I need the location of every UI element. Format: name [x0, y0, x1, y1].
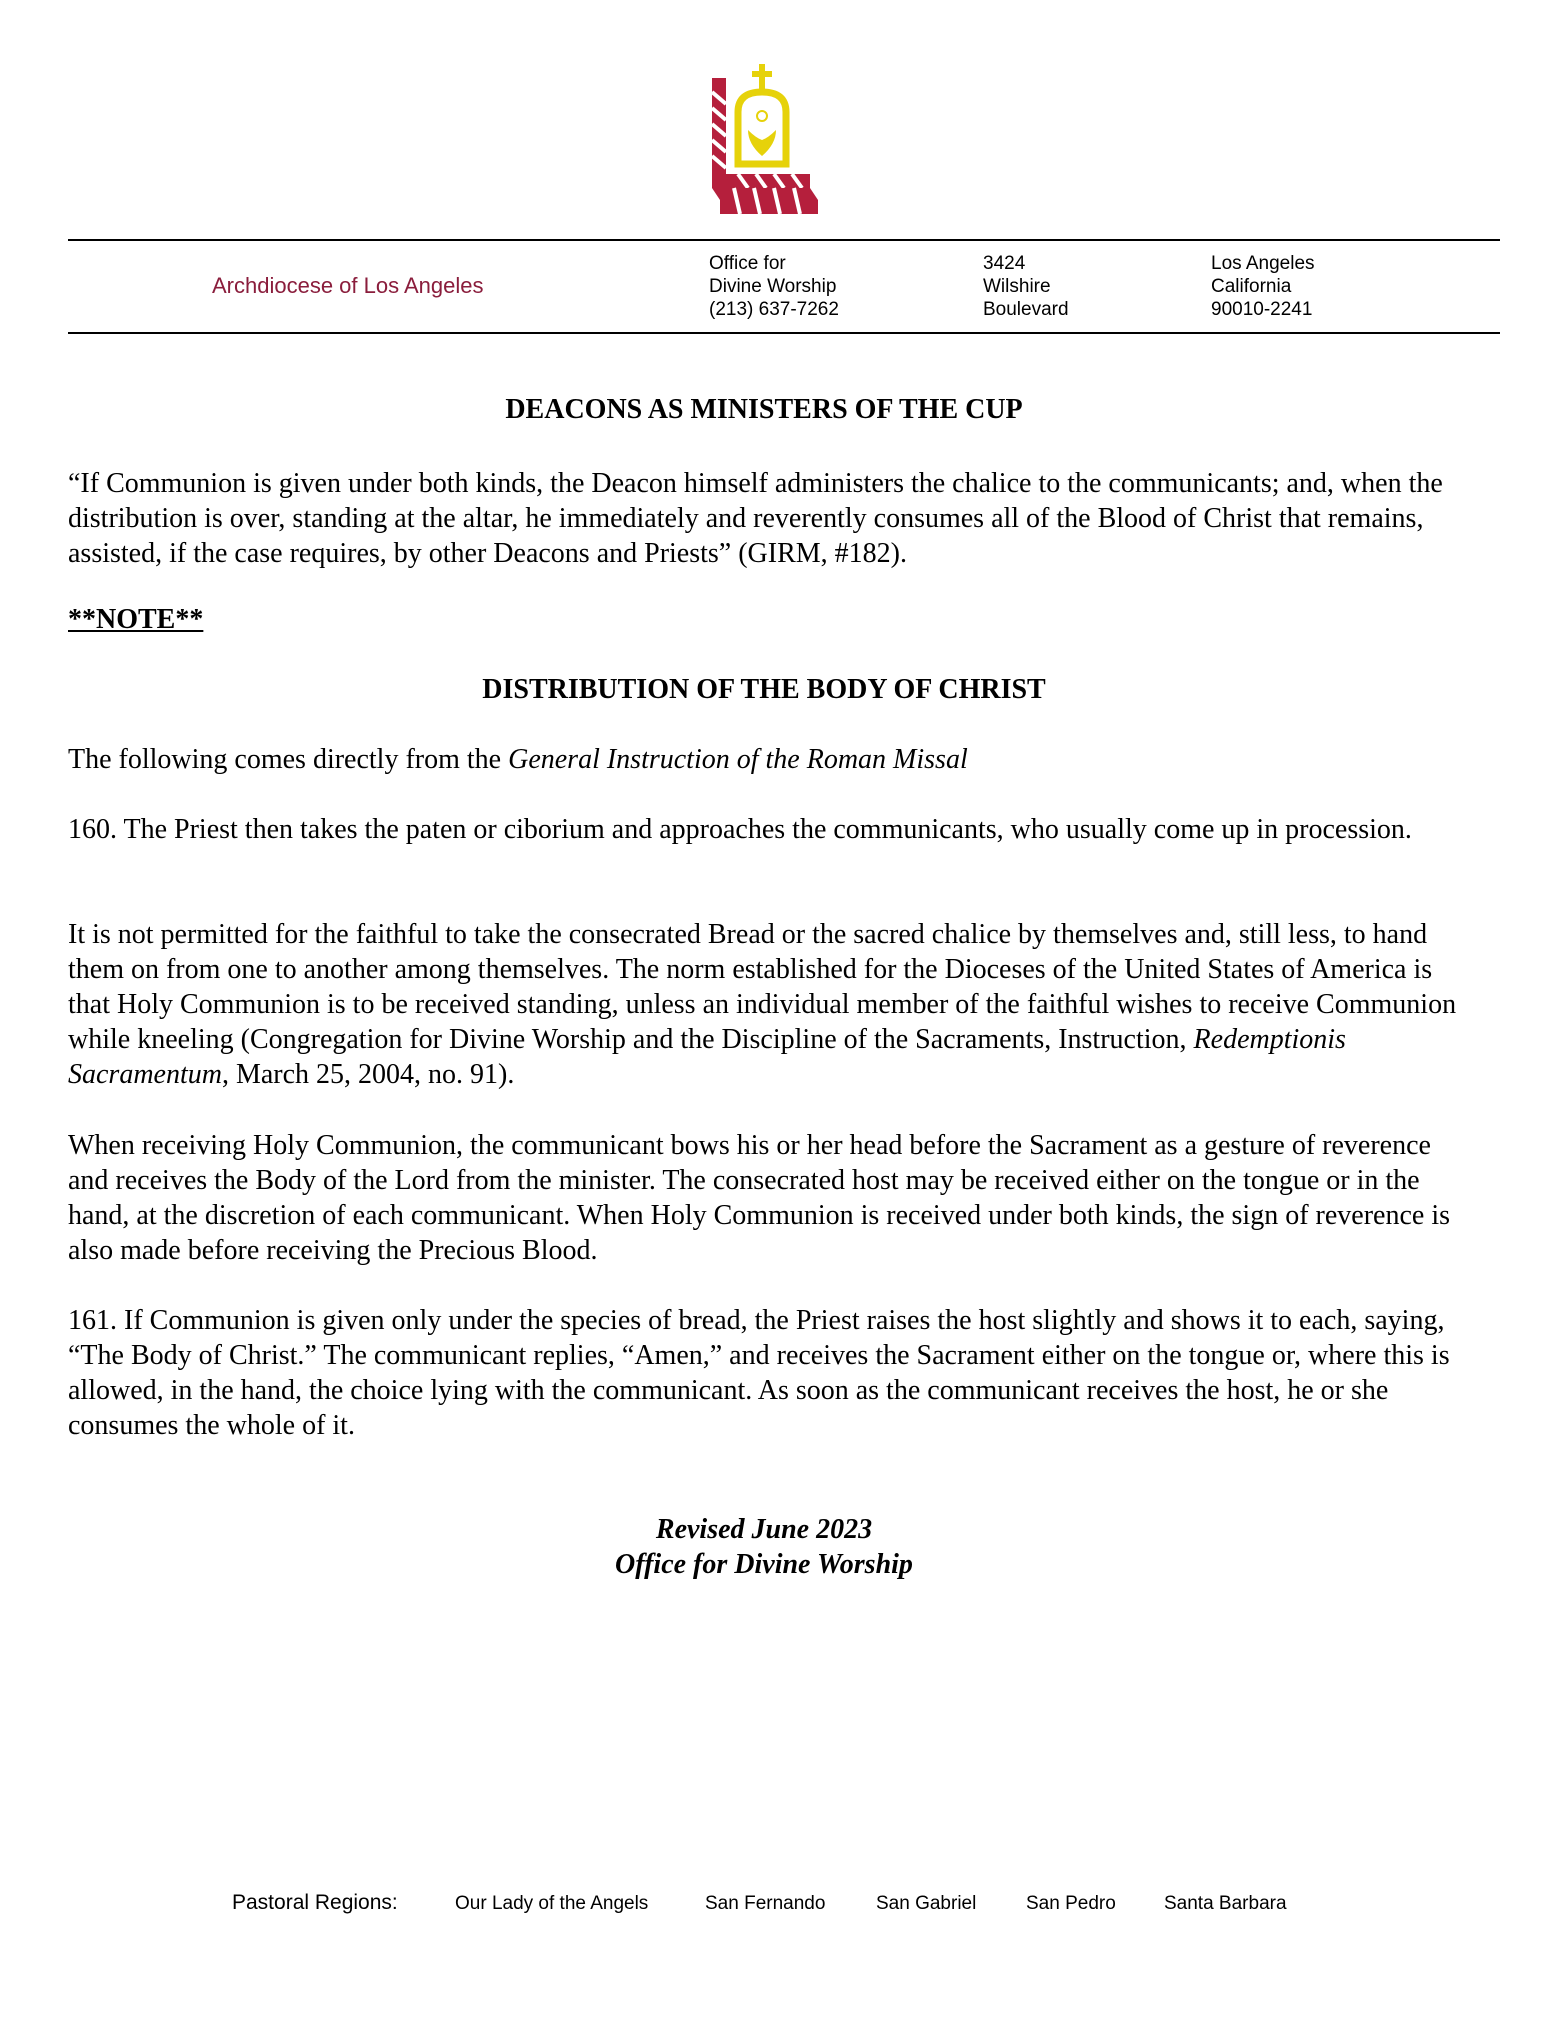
paragraph-text-part: , March 25, 2004, no. 91).: [221, 1059, 515, 1090]
document-title: General Instruction of the Roman Missal: [508, 744, 968, 775]
pastoral-region: Our Lady of the Angels: [455, 1893, 649, 1914]
state-line: California: [1211, 276, 1292, 297]
paragraph-text: 161. If Communion is given only under the species of bread, the Priest raises the host slightly and shows it to each, saying, “The Body of Christ.” The communicant replies, “Amen,” and receives the Sacrament either on the tongue or, where this is allowed, in the hand, the choice lying with the communicant. As soon as the communicant receives the host, he or she consumes the whole of it.: [68, 1305, 1450, 1441]
office-line: Divine Worship: [709, 276, 837, 297]
office-info: [709, 252, 839, 321]
document-title: Redemptionis Sacramentum: [68, 1024, 1346, 1090]
pastoral-region: San Pedro: [1026, 1893, 1116, 1914]
pastoral-region: San Fernando: [705, 1893, 826, 1914]
paragraph-text-part: It is not permitted for the faithful to take the consecrated Bread or the sacred chalice by themselves and, still less, to hand them on from one to another among themselves. The norm established for the Dioceses of the United States of America is that Holy Communion is to be received standing, unless an individual member of the faithful wishes to receive Communion while kneeling (Congregation for Divine Worship and the Discipline of the Sacraments, Instruction,: [68, 919, 1457, 1055]
city-line: Los Angeles: [1211, 253, 1315, 274]
signature-office: Office for Divine Worship: [615, 1549, 913, 1580]
address-line: Wilshire: [983, 276, 1051, 297]
archdiocese-crest-icon: [708, 64, 820, 216]
pastoral-region: San Gabriel: [876, 1893, 977, 1914]
paragraph-161: [68, 1303, 1463, 1443]
paragraph-text: 160. The Priest then takes the paten or ciborium and approaches the communicants, who usually come up in procession.: [68, 814, 1412, 845]
address-line: 3424: [983, 253, 1026, 274]
permission-paragraph: [68, 917, 1463, 1092]
header-top-rule: [68, 239, 1500, 241]
zip-code: 90010-2241: [1211, 299, 1313, 320]
note-label: **NOTE**: [68, 604, 204, 635]
pastoral-region: Santa Barbara: [1164, 1893, 1287, 1914]
city-address: [1211, 252, 1315, 321]
office-phone: (213) 637-7262: [709, 299, 839, 320]
paragraph-160: [68, 812, 1463, 847]
office-line: Office for: [709, 253, 786, 274]
header-bottom-rule: [68, 332, 1500, 334]
organization-name: Archdiocese of Los Angeles: [212, 273, 484, 298]
street-address: [983, 252, 1069, 321]
pastoral-regions-label: Pastoral Regions:: [232, 1891, 398, 1914]
paragraph-text: When receiving Holy Communion, the communicant bows his or her head before the Sacrament as a gesture of reverence and receives the Body of the Lord from the minister. The consecrated host may be received either on the tongue or in the hand, at the discretion of each communicant. When Holy Communion is received under both kinds, the sign of reverence is also made before receiving the Precious Blood.: [68, 1130, 1450, 1266]
address-line: Boulevard: [983, 299, 1069, 320]
paragraph-text: [68, 917, 1463, 1092]
section-heading: DISTRIBUTION OF THE BODY OF CHRIST: [482, 674, 1046, 705]
section-heading: DEACONS AS MINISTERS OF THE CUP: [505, 394, 1023, 425]
paragraph-text: [68, 742, 1463, 777]
girm-quote-paragraph: [68, 466, 1463, 571]
revision-date: Revised June 2023: [655, 1514, 873, 1545]
intro-text: The following comes directly from the: [68, 744, 509, 775]
intro-paragraph: [68, 742, 1463, 777]
paragraph-text: “If Communion is given under both kinds, the Deacon himself administers the chalice to the communicants; and, when the distribution is over, standing at the altar, he immediately and reverently consumes all of the Blood of Christ that remains, assisted, if the case requires, by other Deacons and Priests” (GIRM, #182).: [68, 468, 1443, 569]
receiving-paragraph: [68, 1128, 1463, 1268]
